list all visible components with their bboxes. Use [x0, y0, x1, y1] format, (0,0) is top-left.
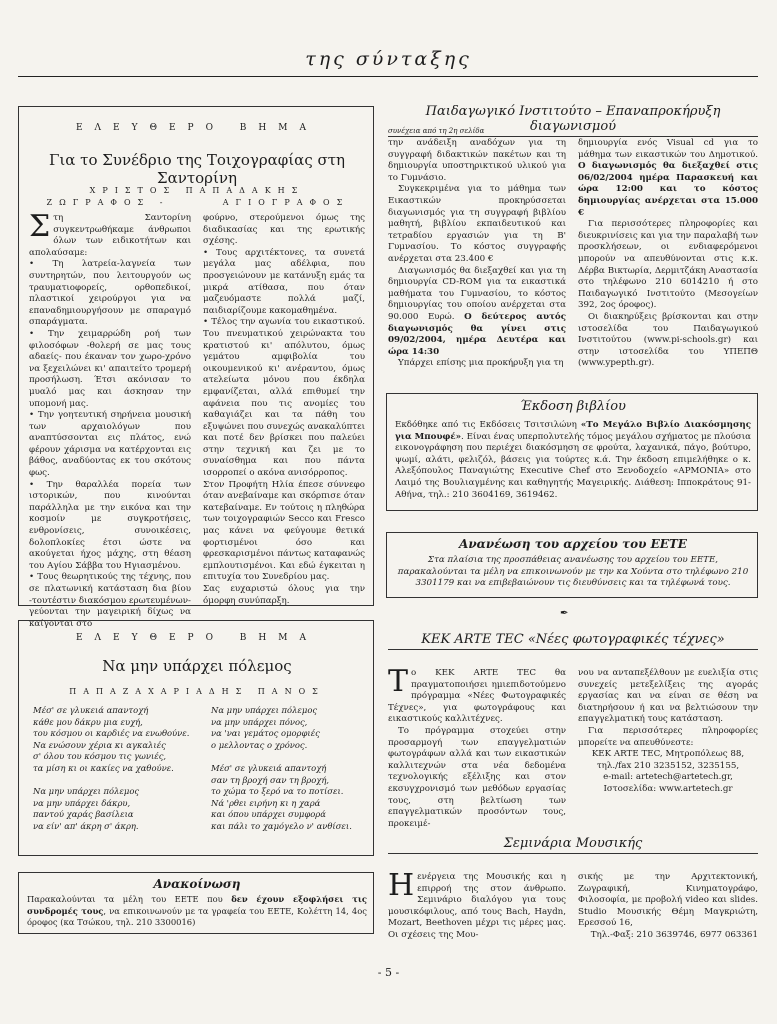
- drop-cap: Τ: [388, 664, 409, 699]
- paragraph: • Τέλος την αγωνία του εικαστικού. Του πνευματικού χειρώνακτα του κρατιστού κι' απόλυτου, όμως γεμάτου αμφιβολία του οικουμενικού κι' ανέραντου, όμως ατελείωτα μόνου που έκδηλα εμφανίζεται, αλλά επιθυμεί την αφάνεια που τις ανομίες του καθαγιάζει και τα πάθη του εξυψώνει που συνεχώς ανακαλύπτει και ποτέ δεν βρίσκει που παλεύει στην τεχνική και ζει με το συναίσθημα και που πάντα ισορροπεί ο ακόνα ανισόρροπος.: [203, 317, 365, 479]
- ornament-icon: ✒: [560, 608, 569, 619]
- text-bold: Ο δεύτερος αυτός διαγωνισμός θα γίνει στις 09/02/2004, ημέρα Δευτέρα και ώρα 14:30: [388, 311, 566, 357]
- paragraph: • Την θαραλλέα πορεία των ιστορικών, που κινούνται παράλληλα με την εικόνα και την κοσμοίν με συγκροτήσεις, ενθρονίσεις, συνοικέσεις, δολοπλοκίες έτσι ώστε να ακούγεται ήχος μάχης, στη θέαση του Αγίου Σάββα του Ηγιασμένου.: [29, 479, 191, 571]
- archive-text: Στα πλαίσια της προσπάθειας ανανέωσης του αρχείου του ΕΕΤΕ, παρακαλούνται τα μέλη να επικοινωνούν με την κα Χούντα στο τηλέφωνο 210 3301179 και να επιβεβαιώνουν τις διευθύνσεις και τα τηλέφωνά τους.: [397, 555, 749, 589]
- paragraph: ενέργεια της Μουσικής και η επιρροή της στον άνθρωπο. Σεμινάριο διαλόγου για τους μουσικόφιλους, από τους Bach, Haydn, Mozart, Beethoven μέχρι τις μέρες μας. Οι σχέσεις της Μου-: [388, 872, 566, 940]
- text-bold: «Το Μεγάλο Βιβλίο Διακόσμησης για Μπουφέ»: [395, 420, 751, 442]
- seminars-column-2: [578, 872, 758, 942]
- pi-continued-note: συνέχεια από τη 2η σελίδα: [388, 127, 485, 135]
- text-bold: Ο διαγωνισμός θα διεξαχθεί στις 06/02/2004 ημέρα Παρασκευή και ώρα 12:00 και το κόστος δημιουργίας ανέρχεται στα 15.000 €: [578, 161, 758, 218]
- drop-cap: Σ: [29, 209, 51, 244]
- text: Παρακαλούνται τα μέλη του ΕΕΤΕ που: [27, 894, 232, 904]
- section-label: ΕΛΕΥΘΕΡΟ ΒΗΜΑ: [75, 633, 318, 643]
- article-column-1: [29, 209, 191, 630]
- article-title: Για το Συνέδριο της Τοιχογραφίας στη Σαντορίνη: [48, 151, 346, 187]
- seminars-column-1: [388, 868, 566, 942]
- text: . Είναι ένας υπερπολυτελής τόμος μεγάλου σχήματος με πλούσια εικονογράφηση που περιέχει διακόσμηση σε φρούτα, λαχανικά, πάγο, βούτυρο, ψωμί, αλάτι, φελιζόλ, βάσεις για τούρτες κ.ά. Την έκδοση επιμελήθηκε ο κ. Αλεξόπουλος Παναγιώτης Executive Chef στο Ξενοδοχείο «ΑΡΜΟΝΙΑ» στο Λαιμό της Βουλιαγμένης και καθηγητής Μαγειρικής. Διάθεση: Ιπποκράτους 91-Αθήνα, τηλ.: 210 3604169, 3619462.: [395, 431, 751, 500]
- pi-column-2: [578, 138, 758, 370]
- seminars-title: Σεμινάρια Μουσικής: [388, 836, 758, 854]
- paragraph: σικής με την Αρχιτεκτονική, Ζωγραφική, Κινηματογράφο, Φιλοσοφία, με προβολή video και slides. Studio Μουσικής Θέμη Μαγκριώτη, Ερεσσού 16,: [578, 872, 758, 929]
- article-author: ΧΡΙΣΤΟΣ ΠΑΠΑΔΑΚΗΣ: [89, 186, 305, 195]
- paragraph: Στον Προφήτη Ηλία έπεσε σύννεφο όταν ανεβαίναμε και σκόρπισε όταν κατεβαίναμε. Εν τούτοις η πληθώρα των τοιχογραφιών Secco και Fresco μας κάνει να φεύγουμε θετικά φορτισμένοι όσο και φρεσκαρισμένοι πάντως καταφανώς εμπλουτισμένοι. Και εδώ έγκειται η επιτυχία του Συνεδρίου μας.: [203, 479, 365, 583]
- paragraph: • Την χειμαρρώδη ροή των φιλοσόφων -θολερή σε μας τους αδαείς- που έκαναν τον χωρο-χρόνο να ξεχειλώνει κι' απαιτείτο τρομερή προσήλωση. Έτσι ακόνισαν το μυαλό μας και άσκησαν την υπομονή μας.: [29, 328, 191, 409]
- kek-column-2: [578, 668, 758, 796]
- author-role-right: ΑΓΙΟΓΡΑΦΟΣ: [222, 198, 350, 207]
- address-line: τηλ./fax 210 3235152, 3235155,: [596, 760, 740, 771]
- archive-title: Ανανέωση του αρχείου του ΕΕΤΕ: [459, 537, 687, 551]
- drop-cap: Η: [388, 868, 415, 903]
- paragraph: Σας ευχαριστώ όλους για την όμορφη συνύπαρξη.: [203, 584, 365, 606]
- address-line: ΚΕΚ ARTE TEC, Μητροπόλεως 88,: [591, 749, 745, 760]
- poem-left: Μέσ' σε γλυκειά απαντοχή κάθε μου δάκρυ μια ευχή, του κόσμου οι καρδιές να ενωθούνε. Να ενώσουν χέρια κι αγκαλιές σ' όλου του κόσμου τις γωνιές, τα μίση κι οι κακίες να χαθούνε. Να μην υπάρχει πόλεμος να μην υπάρχει δάκρυ, παντού χαράς βασίλεια να είν' απ' άκρη σ' άκρη.: [33, 705, 190, 831]
- paragraph: • Την γοητευτική σηρήνεια μουσική των αρχαιολόγων που αναπτύσσονται εις πλάτος, ενώ φέρουν χάρισμα να κατέρχονται εις βάθος, αναδύοντας εκ του σκότους φως.: [29, 410, 191, 479]
- text: δημιουργία ενός Visual cd για το μάθημα των εικαστικών του Δημοτικού.: [578, 138, 758, 160]
- book-box: [386, 393, 758, 511]
- text: , να επικοινωνούν με τα γραφεία του ΕΕΤΕ, Κολέττη 14, 4ος όροφος (κα Τσώκου, τηλ. 210 3300016): [27, 905, 367, 928]
- text: Διαγωνισμός θα διεξαχθεί και για τη δημιουργία CD-ROM για τα εικαστικά μαθήματα του Γυμνασίου, το κόστος δημιουργίας του οποίου ανέρχεται στα 90.000 Ευρώ.: [388, 265, 566, 322]
- paragraph: • Τη λατρεία-λαγνεία των συντηρητών, που λειτουργούν ως τραυματιοφορείς, ορθοπεδικοί, πλαστικοί χειρούργοι για να επαναδημιουργήσουν με σπαραγμό σπαράγματα.: [29, 259, 191, 328]
- paragraph: ο ΚΕΚ ARTE TEC θα πραγματοποιήσει ημιεπιδοτούμενο πρόγραμμα «Νέες Φωτογραφικές Τέχνες», για φωτογράφους και εικαστικούς καλλιτέχνες.: [388, 668, 566, 725]
- paragraph: Συγκεκριμένα για το μάθημα των Εικαστικών προκηρύσσεται διαγωνισμός για τη συγγραφή βιβλίου μαθητή, βιβλίου εκπαιδευτικού και τετραδίου εργασιών για τη Β' Γυμνασίου. Το κόστος συγγραφής ανέρχεται στα 23.400 €: [388, 184, 566, 264]
- article-column-2: [203, 213, 365, 607]
- paragraph: νου να ανταπεξέλθουν με ευελιξία στις συνεχείς μετεξελίξεις της αγοράς εργασίας και να είναι σε θέση να διατηρήσουν ή και να βελτιώσουν την επαγγελματική τους κατάσταση.: [578, 668, 758, 725]
- paragraph: Για περισσότερες πληροφορίες μπορείτε να απευθύνεστε:: [578, 725, 758, 748]
- kek-column-1: [388, 664, 566, 830]
- text-bold: δεν έχουν εξοφλήσει τις συνδρομές τους: [27, 894, 368, 916]
- poem-right: Να μην υπάρχει πόλεμος να μην υπάρχει πόνος, να 'ναι γεμάτος ομορφιές ο μελλοντας ο χρόνος. Μέσ' σε γλυκειά απαντοχή σαν τη βροχή σαν τη βροχή, το χώμα το ξερό να το ποτίσει. Νά 'ρθει ειρήνη κι η χαρά και όπου υπάρχει συμφορά και πάλι το χαμόγελο ν' ανθίσει.: [211, 705, 352, 831]
- article-no-war: [18, 620, 374, 856]
- address-line: Ιστοσελίδα: www.artetech.gr: [603, 783, 733, 794]
- page-number: - 5 -: [377, 966, 400, 979]
- pi-title: Παιδαγωγικό Ινστιτούτο – Επαναπροκήρυξη διαγωνισμού: [388, 104, 758, 137]
- kek-title: ΚΕΚ ARTE TEC «Νέες φωτογραφικές τέχνες»: [388, 632, 758, 650]
- paragraph: φούρνο, στερούμενοι όμως της διαδικασίας και της ερωτικής σχέσης.: [203, 213, 365, 247]
- paragraph: Οι διακηρύξεις βρίσκονται και στην ιστοσελίδα του Παιδαγωγικού Ινστιτούτου (www.pi-schools.gr) και στην ιστοσελίδα του ΥΠΕΠΘ (www.ypepth.gr).: [578, 311, 758, 369]
- paragraph: Υπάρχει επίσης μια προκήρυξη για τη: [398, 358, 564, 369]
- pi-column-1: [388, 138, 566, 370]
- paragraph: την ανάδειξη αναδόχων για τη συγγραφή διδακτικών πακέτων και τη δημιουργία υποστηρικτικού υλικού για το Γυμνάσιο.: [388, 138, 566, 183]
- author-role-left: ΖΩΓΡΑΦΟΣ -: [46, 198, 170, 207]
- header-rule: [18, 76, 758, 77]
- announcement-text: [27, 894, 367, 929]
- text: Εκδόθηκε από τις Εκδόσεις Τσιτσιλώνη: [395, 420, 581, 430]
- article-author: ΠΑΠΑΖΑΧΑΡΙΑΔΗΣ ΠΑΝΟΣ: [69, 687, 325, 696]
- article-santorini: [18, 106, 374, 629]
- archive-box: [386, 532, 758, 598]
- section-label: ΕΛΕΥΘΕΡΟ ΒΗΜΑ: [75, 123, 318, 133]
- phone: Τηλ.-Φαξ: 210 3639746, 6977 063361: [590, 929, 758, 940]
- address-line: e-mail: artetech@artetech.gr,: [603, 772, 733, 783]
- announcement-box: [18, 872, 374, 934]
- paragraph: • Τους αρχιτέκτονες, τα συνετά μεγάλα μας αδέλφια, που προσγειώνουν με κατάνυξη εμάς τα μικρά ατίθασα, που όταν μαζευόμαστε πολλά μαζί, παιδιαρίζουμε κακομαθημένα.: [203, 247, 365, 316]
- book-text: [395, 420, 751, 501]
- paragraph: τη Σαντορίνη συγκεντρωθήκαμε άνθρωποι όλων των ειδικοτήτων και απολαύσαμε:: [29, 213, 191, 258]
- paragraph: • Τους θεωρητικούς της τέχνης, που σε πλατωνική κατάσταση δια βίου -τουτέστιν διακόσμου ερωτευμένων- γεύονται την μαγειρική δίχως να καίγονται στο: [29, 572, 191, 629]
- book-title: Έκδοση βιβλίου: [520, 399, 626, 414]
- paragraph: Για περισσότερες πληροφορίες και διευκρινίσεις και για την παραλαβή των προσκλήσεων, οι ενδιαφερόμενοι μπορούν να απευθύνονται στις κ.κ. Δέρβα Βικτωρία, Δερμιτζάκη Αναστασία στο τηλέφωνο 210 6014210 ή στο Παιδαγωγικό Ινστιτούτο (Μεσογείων 392, 2ος όροφος).: [578, 219, 758, 311]
- announcement-title: Ανακοίνωση: [153, 877, 241, 891]
- paragraph: Το πρόγραμμα στοχεύει στην προσαρμογή των επαγγελματιών φωτογράφων αλλά και των εικαστικών καλλιτεχνών στα νέα δεδομένα τεχνολογικής εξέλιξης και στον εκσυγχρονισμό των μεθόδων εργασίας τους, στη βελτίωση των επαγγελματικών προσόντων τους, προκειμέ-: [388, 725, 566, 829]
- article-title: Να μην υπάρχει πόλεμος: [102, 657, 292, 675]
- page-header: της σύνταξης: [305, 48, 472, 70]
